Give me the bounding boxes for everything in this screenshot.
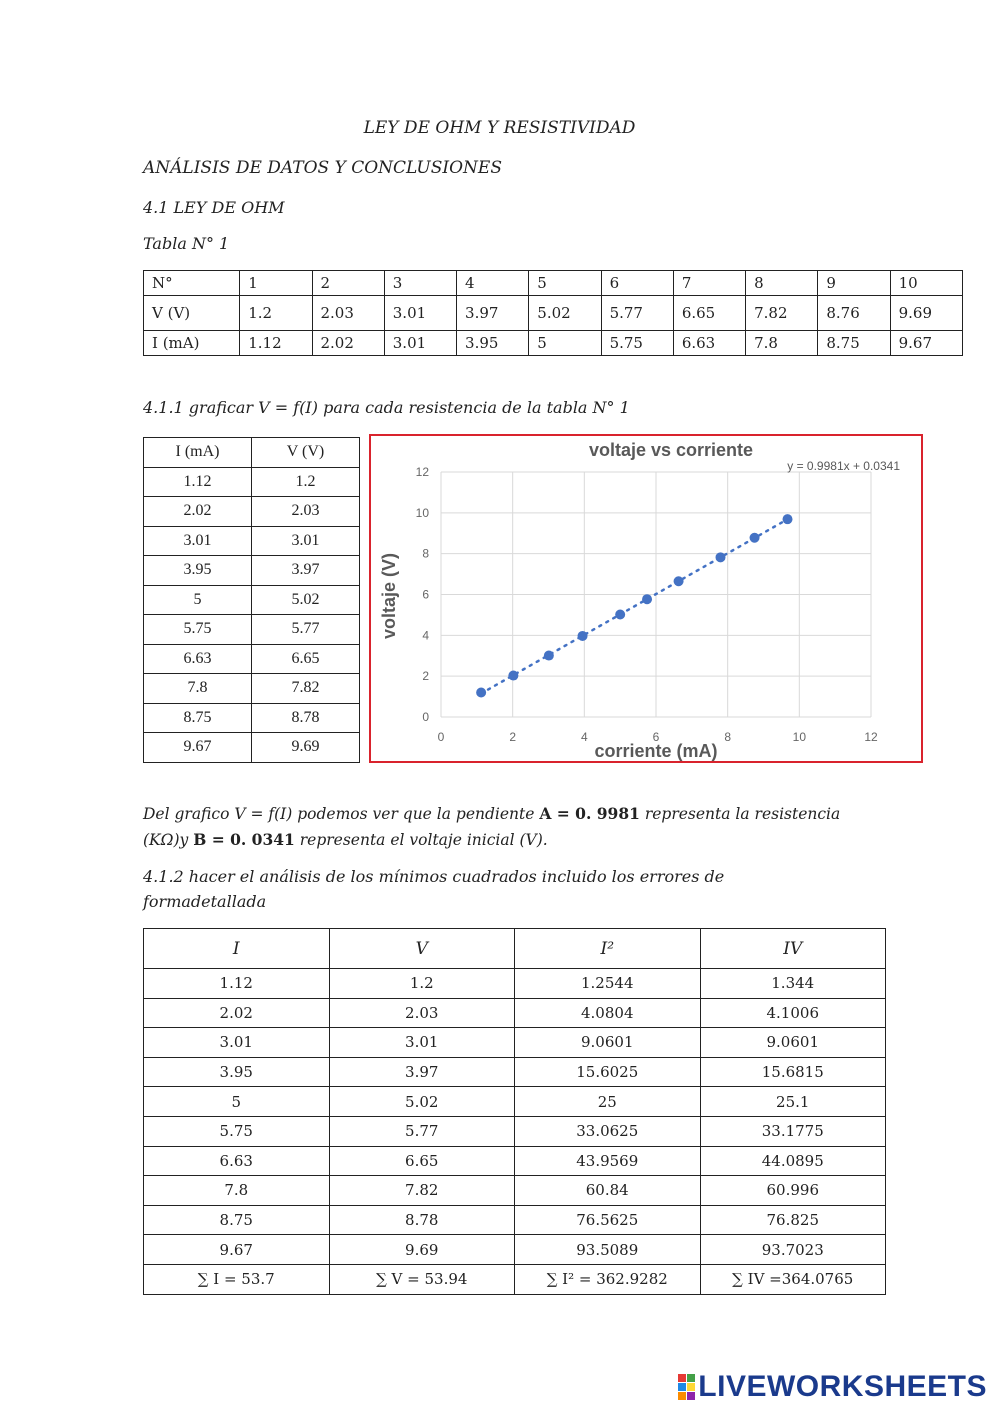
- page-title: LEY DE OHM Y RESISTIVIDAD: [363, 118, 636, 138]
- table3-row: [144, 1235, 886, 1265]
- voltage-current-chart: [371, 436, 921, 761]
- table2-row: [144, 615, 360, 645]
- table1-cell: 9.67: [890, 331, 962, 356]
- table3-cell: 3.95: [144, 1057, 330, 1087]
- table1-cell: 5.77: [601, 296, 673, 331]
- x-axis-label: corriente (mA): [594, 741, 718, 761]
- brand-logo-icon: [678, 1374, 695, 1400]
- data-point: [783, 514, 793, 524]
- table1-cell: 2.03: [312, 296, 384, 331]
- table2-cell: 3.01: [252, 526, 360, 556]
- table3-totals-row: [144, 1264, 886, 1294]
- table2-cell: 3.97: [252, 556, 360, 586]
- section-4-1-2-heading: 4.1.2 hacer el análisis de los mínimos cuadrados incluido los errores de formadetallada: [143, 867, 725, 911]
- table3-cell: 1.2544: [515, 969, 701, 999]
- trendline: [481, 519, 787, 693]
- table2-cell: 9.69: [252, 733, 360, 763]
- table1-cell: I (mA): [144, 331, 240, 356]
- x-tick-label: 0: [437, 730, 445, 744]
- least-squares-table: [143, 928, 886, 1295]
- table2-cell: 5.75: [144, 615, 252, 645]
- brand-name: LIVEWORKSHEETS: [698, 1370, 987, 1403]
- table3-total-cell: ∑ V = 53.94: [329, 1264, 515, 1294]
- table3-row: [144, 1116, 886, 1146]
- data-point: [750, 533, 760, 543]
- table3-cell: 8.78: [329, 1205, 515, 1235]
- data-point: [544, 651, 554, 661]
- y-tick-label: 12: [415, 465, 429, 479]
- data-table-1: [143, 270, 963, 356]
- slope-value: A = 0. 9981: [539, 804, 640, 823]
- section-heading: ANÁLISIS DE DATOS Y CONCLUSIONES: [143, 158, 502, 178]
- table3-cell: 5: [144, 1087, 330, 1117]
- table1-cell: 5.75: [601, 331, 673, 356]
- table2-cell: 8.75: [144, 703, 252, 733]
- table1-cell: 9: [818, 271, 890, 296]
- table2-cell: 2.02: [144, 497, 252, 527]
- table3-row: [144, 1057, 886, 1087]
- table3-cell: 1.2: [329, 969, 515, 999]
- table3-header-cell: I: [144, 929, 330, 969]
- table1-cell: 2: [312, 271, 384, 296]
- table3-cell: 15.6025: [515, 1057, 701, 1087]
- paragraph-text-3: representa el voltaje inicial (V).: [294, 831, 548, 849]
- table3-cell: 9.0601: [515, 1028, 701, 1058]
- data-point: [508, 671, 518, 681]
- table1-cell: 3.95: [457, 331, 529, 356]
- table3-cell: 5.02: [329, 1087, 515, 1117]
- table3-cell: 2.03: [329, 998, 515, 1028]
- table1-cell: 5: [529, 271, 601, 296]
- table1-cell: 1.12: [240, 331, 312, 356]
- x-tick-label: 8: [724, 730, 732, 744]
- table3-cell: 7.8: [144, 1176, 330, 1206]
- table3-total-cell: ∑ IV =364.0765: [700, 1264, 886, 1294]
- table1-cell: 1.2: [240, 296, 312, 331]
- table1-cell: 7: [673, 271, 745, 296]
- section-4-1-1-heading: 4.1.1 graficar V = f(I) para cada resistencia de la tabla N° 1: [143, 398, 630, 417]
- table2-cell: 3.95: [144, 556, 252, 586]
- table3-cell: 3.01: [329, 1028, 515, 1058]
- table3-row: [144, 998, 886, 1028]
- table3-row: [144, 1176, 886, 1206]
- y-tick-label: 2: [422, 669, 429, 684]
- table1-cell: 10: [890, 271, 962, 296]
- current-voltage-table: [143, 437, 360, 763]
- table1-row: [144, 296, 963, 331]
- table3-cell: 6.65: [329, 1146, 515, 1176]
- table3-header-cell: IV: [700, 929, 886, 969]
- table3-row: [144, 1146, 886, 1176]
- y-tick-label: 0: [422, 710, 429, 724]
- table3-total-cell: ∑ I = 53.7: [144, 1264, 330, 1294]
- table2-cell: 6.63: [144, 644, 252, 674]
- x-tick-label: 6: [652, 730, 660, 744]
- table2-cell: 5: [144, 585, 252, 615]
- conclusion-paragraph: [143, 801, 863, 853]
- table3-cell: 43.9569: [515, 1146, 701, 1176]
- intercept-value: B = 0. 0341: [193, 830, 295, 849]
- table3-cell: 93.5089: [515, 1235, 701, 1265]
- table2-row: [144, 585, 360, 615]
- table3-cell: 3.01: [144, 1028, 330, 1058]
- table1-row: [144, 331, 963, 356]
- table3-total-cell: ∑ I² = 362.9282: [515, 1264, 701, 1294]
- y-axis-label: voltaje (V): [379, 552, 399, 640]
- table3-cell: 33.1775: [700, 1116, 886, 1146]
- table1-cell: 8: [746, 271, 818, 296]
- data-point: [578, 631, 588, 641]
- table1-cell: N°: [144, 271, 240, 296]
- table3-cell: 9.0601: [700, 1028, 886, 1058]
- table2-header-cell: V (V): [252, 438, 360, 468]
- table2-cell: 7.8: [144, 674, 252, 704]
- table3-cell: 15.6815: [700, 1057, 886, 1087]
- table3-cell: 2.02: [144, 998, 330, 1028]
- table2-cell: 7.82: [252, 674, 360, 704]
- data-point: [476, 688, 486, 698]
- data-point: [615, 610, 625, 620]
- table2-cell: 3.01: [144, 526, 252, 556]
- table3-cell: 25: [515, 1087, 701, 1117]
- x-tick-label: 12: [864, 730, 878, 744]
- table2-row: [144, 703, 360, 733]
- table2-cell: 5.77: [252, 615, 360, 645]
- x-tick-label: 4: [580, 730, 588, 744]
- table2-cell: 6.65: [252, 644, 360, 674]
- table3-cell: 44.0895: [700, 1146, 886, 1176]
- table3-cell: 9.69: [329, 1235, 515, 1265]
- table1-cell: 1: [240, 271, 312, 296]
- table1-cell: 4: [457, 271, 529, 296]
- table3-header-cell: V: [329, 929, 515, 969]
- y-tick-label: 6: [422, 587, 429, 602]
- table3-cell: 8.75: [144, 1205, 330, 1235]
- table3-cell: 6.63: [144, 1146, 330, 1176]
- table1-label: Tabla N° 1: [143, 234, 230, 253]
- table3-row: [144, 969, 886, 999]
- table3-cell: 1.344: [700, 969, 886, 999]
- table3-cell: 93.7023: [700, 1235, 886, 1265]
- table1-cell: 3: [384, 271, 456, 296]
- table3-row: [144, 1087, 886, 1117]
- table2-cell: 1.12: [144, 467, 252, 497]
- table3-cell: 4.1006: [700, 998, 886, 1028]
- y-tick-label: 8: [422, 546, 429, 561]
- table3-cell: 76.825: [700, 1205, 886, 1235]
- table3-cell: 25.1: [700, 1087, 886, 1117]
- table1-cell: 2.02: [312, 331, 384, 356]
- table1-cell: 5: [529, 331, 601, 356]
- table3-cell: 60.996: [700, 1176, 886, 1206]
- y-tick-label: 4: [422, 628, 429, 643]
- y-tick-label: 10: [415, 505, 429, 520]
- data-point: [716, 552, 726, 562]
- table3-cell: 9.67: [144, 1235, 330, 1265]
- table3-header-cell: I²: [515, 929, 701, 969]
- table3-cell: 3.97: [329, 1057, 515, 1087]
- table3-row: [144, 1028, 886, 1058]
- table1-cell: 9.69: [890, 296, 962, 331]
- x-tick-label: 10: [792, 730, 807, 744]
- paragraph-text-2: representa la resistencia (KΩ)y: [143, 805, 841, 849]
- table3-cell: 33.0625: [515, 1116, 701, 1146]
- table2-cell: 2.03: [252, 497, 360, 527]
- table2-cell: 5.02: [252, 585, 360, 615]
- table1-cell: 8.76: [818, 296, 890, 331]
- chart-frame: [369, 434, 923, 763]
- table1-cell: 8.75: [818, 331, 890, 356]
- table1-cell: 6.65: [673, 296, 745, 331]
- paragraph-text-1: Del grafico V = f(I) podemos ver que la pendiente: [143, 805, 540, 823]
- table2-cell: 9.67: [144, 733, 252, 763]
- table1-cell: 6: [601, 271, 673, 296]
- table1-cell: 3.97: [457, 296, 529, 331]
- footer-brand: [678, 1370, 987, 1404]
- table3-cell: 4.0804: [515, 998, 701, 1028]
- table1-cell: 3.01: [384, 296, 456, 331]
- table3-cell: 7.82: [329, 1176, 515, 1206]
- subsection-heading: 4.1 LEY DE OHM: [143, 198, 285, 217]
- table2-row: [144, 497, 360, 527]
- table2-row: [144, 556, 360, 586]
- table2-row: [144, 467, 360, 497]
- table1-cell: 5.02: [529, 296, 601, 331]
- table1-row: [144, 271, 963, 296]
- table1-cell: 3.01: [384, 331, 456, 356]
- data-point: [674, 576, 684, 586]
- trendline-equation: y = 0.9981x + 0.0341: [787, 459, 900, 473]
- table2-cell: 1.2: [252, 467, 360, 497]
- table1-cell: 6.63: [673, 331, 745, 356]
- table3-row: [144, 1205, 886, 1235]
- data-point: [642, 594, 652, 604]
- table2-row: [144, 674, 360, 704]
- chart-title: voltaje vs corriente: [588, 440, 754, 460]
- table2-header-cell: I (mA): [144, 438, 252, 468]
- table3-cell: 5.75: [144, 1116, 330, 1146]
- table3-cell: 1.12: [144, 969, 330, 999]
- table1-cell: 7.8: [746, 331, 818, 356]
- table1-cell: 7.82: [746, 296, 818, 331]
- table3-cell: 5.77: [329, 1116, 515, 1146]
- table2-header-row: [144, 438, 360, 468]
- table2-row: [144, 733, 360, 763]
- table2-row: [144, 644, 360, 674]
- x-tick-label: 2: [509, 730, 517, 744]
- table2-row: [144, 526, 360, 556]
- table3-cell: 60.84: [515, 1176, 701, 1206]
- table3-header-row: [144, 929, 886, 969]
- table3-cell: 76.5625: [515, 1205, 701, 1235]
- table2-cell: 8.78: [252, 703, 360, 733]
- table1-cell: V (V): [144, 296, 240, 331]
